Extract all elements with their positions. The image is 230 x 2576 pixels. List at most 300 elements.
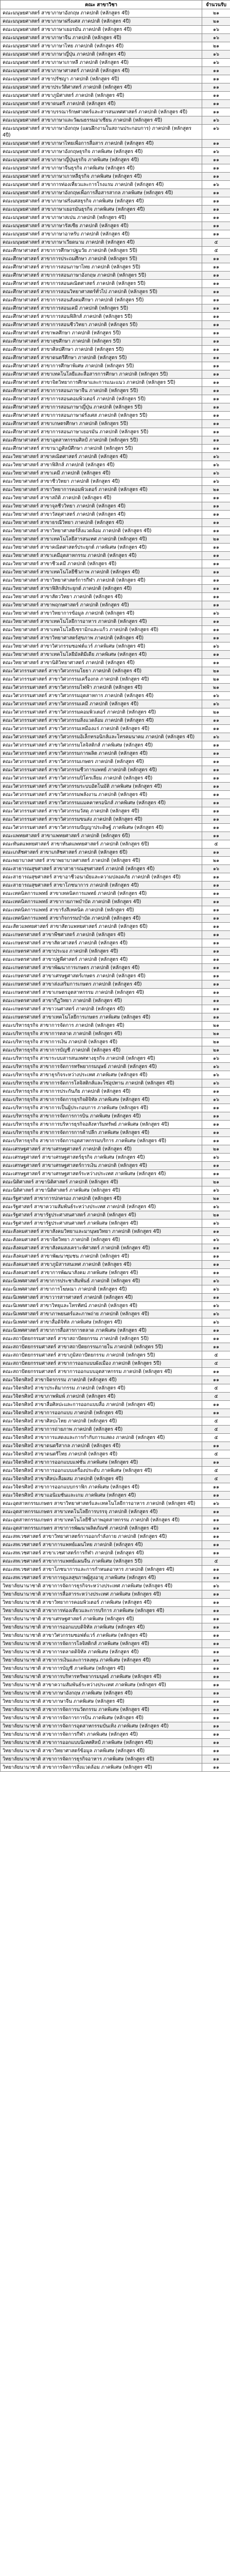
- table-row: [1, 1154, 230, 1162]
- table-row: [1, 1483, 230, 1492]
- faculty-major-cell: คณะสังคมศาสตร์ สาขาสังคมสงเคราะห์ศาสตร์ ภาคปกติ (หลักสูตร 4ปี): [1, 1244, 202, 1252]
- faculty-major-cell: คณะสหเวชศาสตร์ สาขาการดูแลสุขภาพผู้สูงอายุ ภาคพิเศษ (หลักสูตร 4ปี): [1, 1574, 202, 1582]
- quota-cell: ๕: [202, 1450, 230, 1459]
- quota-cell: ๑๑: [202, 972, 230, 980]
- quota-cell: ๑๑: [202, 1764, 230, 1772]
- quota-cell: ๒๑: [202, 1022, 230, 1030]
- quota-cell: ๑๑: [202, 544, 230, 552]
- column-header-quota: จำนวนรับ: [202, 1, 230, 9]
- table-row: [1, 849, 230, 857]
- table-row: [1, 1459, 230, 1467]
- faculty-major-cell: คณะเทคนิคการแพทย์ สาขากายภาพบำบัด ภาคปกติ (หลักสูตร 4ปี): [1, 898, 202, 906]
- quota-cell: ๑๑: [202, 766, 230, 774]
- quota-cell: ๑๑: [202, 379, 230, 387]
- quota-cell: ๑๑: [202, 1755, 230, 1764]
- faculty-major-cell: คณะสถาปัตยกรรมศาสตร์ สาขาสถาปัตยกรรมภายใน ภาคปกติ (หลักสูตร 5ปี): [1, 1343, 202, 1351]
- faculty-major-cell: คณะวิจิตรศิลป์ สาขาจิตรกรรม ภาคปกติ (หลักสูตร 4ปี): [1, 1376, 202, 1384]
- table-row: [1, 1384, 230, 1393]
- faculty-major-cell: คณะสาธารณสุขศาสตร์ สาขาสาธารณสุขศาสตร์ ภาคปกติ (หลักสูตร 4ปี): [1, 865, 202, 873]
- quota-cell: ๑๑: [202, 1599, 230, 1607]
- faculty-major-cell: คณะวิศวกรรมศาสตร์ สาขาวิศวกรรมพลังงาน ภาคปกติ (หลักสูตร 4ปี): [1, 791, 202, 799]
- faculty-major-cell: คณะรัฐศาสตร์ สาขารัฐประศาสนศาสตร์ ภาคพิเศษ (หลักสูตร 4ปี): [1, 1219, 202, 1228]
- faculty-major-cell: คณะวิจิตรศิลป์ สาขาประติมากรรม ภาคปกติ (หลักสูตร 4ปี): [1, 1384, 202, 1393]
- faculty-major-cell: คณะบริหารธุรกิจ สาขาระบบสารสนเทศทางธุรกิจ ภาคปกติ (หลักสูตร 4ปี): [1, 1055, 202, 1063]
- faculty-major-cell: คณะมนุษยศาสตร์ สาขาภาษาและวัฒนธรรมอาเซียน ภาคปกติ (หลักสูตร 4ปี): [1, 116, 202, 125]
- quota-cell: ๑๖: [202, 700, 230, 708]
- header-row: [1, 1, 230, 9]
- quota-cell: ๑๖: [202, 26, 230, 34]
- faculty-major-cell: คณะมนุษยศาสตร์ สาขาภาษาฝรั่งเศส ภาคปกติ (หลักสูตร 4ปี): [1, 18, 202, 26]
- faculty-major-cell: คณะศึกษาศาสตร์ สาขานาฏศิลป์ศึกษา ภาคปกติ (หลักสูตร 5ปี): [1, 445, 202, 453]
- faculty-major-cell: คณะวิทยาศาสตร์ สาขาเทคโนโลยีสารสนเทศ ภาคปกติ (หลักสูตร 4ปี): [1, 535, 202, 544]
- faculty-major-cell: คณะบริหารธุรกิจ สาขาการจัดการการค้าปลีก ภาคพิเศษ (หลักสูตร 4ปี): [1, 1129, 202, 1137]
- table-row: [1, 1549, 230, 1557]
- quota-cell: ๑๑: [202, 1252, 230, 1261]
- table-row: [1, 1706, 230, 1714]
- table-row: [1, 667, 230, 675]
- quota-cell: ๑๑: [202, 1640, 230, 1648]
- quota-cell: ๑๖: [202, 469, 230, 478]
- faculty-major-cell: คณะวิทยาศาสตร์ สาขาคณิตศาสตร์ ภาคปกติ (หลักสูตร 4ปี): [1, 453, 202, 461]
- table-row: [1, 108, 230, 116]
- quota-cell: ๑๑: [202, 964, 230, 972]
- faculty-major-cell: คณะอุตสาหกรรมเกษตร สาขาเทคโนโลยีการบรรจุ ภาคปกติ (หลักสูตร 4ปี): [1, 1508, 202, 1516]
- faculty-major-cell: คณะเกษตรศาสตร์ สาขาพืชศาสตร์ ภาคปกติ (หลักสูตร 4ปี): [1, 931, 202, 939]
- quota-cell: ๑๖: [202, 865, 230, 873]
- table-row: [1, 1178, 230, 1187]
- quota-cell: ๑๑: [202, 882, 230, 890]
- table-row: [1, 428, 230, 436]
- table-row: [1, 750, 230, 758]
- quota-cell: ๑๑: [202, 75, 230, 83]
- table-row: [1, 1038, 230, 1046]
- quota-cell: ๑๑: [202, 156, 230, 164]
- faculty-major-cell: คณะศึกษาศาสตร์ สาขาการสอนภาษาไทย ภาคปกติ (หลักสูตร 5ปี): [1, 263, 202, 272]
- quota-cell: ๑๑: [202, 412, 230, 420]
- faculty-major-cell: วิทยาลัยนานาชาติ สาขาการจัดการนวัตกรรม ภาคพิเศษ (หลักสูตร 4ปี): [1, 1706, 202, 1714]
- quota-cell: ๑๑: [202, 304, 230, 313]
- faculty-major-cell: คณะวิจิตรศิลป์ สาขาการออกแบบกราฟิก ภาคพิเศษ (หลักสูตร 4ปี): [1, 1483, 202, 1492]
- table-row: [1, 906, 230, 914]
- quota-cell: ๑๑: [202, 832, 230, 840]
- faculty-major-cell: คณะวิศวกรรมศาสตร์ สาขาวิศวกรรมโลจิสติกส์ ภาคพิเศษ (หลักสูตร 4ปี): [1, 741, 202, 750]
- table-row: [1, 1582, 230, 1590]
- quota-cell: ๕: [202, 1426, 230, 1434]
- quota-cell: ๑๑: [202, 420, 230, 428]
- table-row: [1, 774, 230, 783]
- quota-cell: ๑๑: [202, 1541, 230, 1549]
- table-row: [1, 609, 230, 618]
- table-row: [1, 337, 230, 346]
- table-row: [1, 59, 230, 67]
- table-row: [1, 939, 230, 947]
- quota-cell: ๑๑: [202, 1261, 230, 1269]
- faculty-major-cell: คณะวิทยาศาสตร์ สาขาวัสดุศาสตร์ ภาคปกติ (หลักสูตร 4ปี): [1, 511, 202, 519]
- quota-cell: ๑๑: [202, 1673, 230, 1681]
- faculty-major-cell: คณะวิจิตรศิลป์ สาขาศิลปะไทย ภาคปกติ (หลักสูตร 4ปี): [1, 1417, 202, 1426]
- quota-cell: ๑๑: [202, 577, 230, 585]
- quota-cell: ๑๖: [202, 181, 230, 189]
- quota-cell: ๑๑: [202, 1368, 230, 1376]
- table-row: [1, 1442, 230, 1450]
- quota-cell: ๑๑: [202, 445, 230, 453]
- faculty-major-cell: คณะวิทยาศาสตร์ สาขาวิศวกรรมซอฟต์แวร์ ภาคพิเศษ (หลักสูตร 4ปี): [1, 642, 202, 651]
- quota-cell: ๑๖: [202, 1203, 230, 1211]
- table-row: [1, 206, 230, 214]
- quota-cell: ๑๑: [202, 560, 230, 568]
- table-row: [1, 247, 230, 255]
- table-row: [1, 1005, 230, 1013]
- quota-cell: ๑๑: [202, 1549, 230, 1557]
- faculty-major-cell: คณะมนุษยศาสตร์ สาขาภาษาอาหรับ ภาคปกติ (หลักสูตร 4ปี): [1, 230, 202, 239]
- quota-cell: ๑๖: [202, 733, 230, 741]
- faculty-major-cell: คณะมนุษยศาสตร์ สาขาภาษาอังกฤษ (แผนฝึกงานในสถานประกอบการ) ภาคปกติ (หลักสูตร 4ปี): [1, 125, 202, 140]
- table-body: [1, 9, 230, 1772]
- quota-cell: ๑๑: [202, 1376, 230, 1384]
- table-row: [1, 1426, 230, 1434]
- table-row: [1, 758, 230, 766]
- table-row: [1, 593, 230, 601]
- quota-cell: ๑๑: [202, 288, 230, 296]
- faculty-major-cell: คณะแพทยศาสตร์ สาขาแพทยศาสตร์ ภาคปกติ (หลักสูตร 6ปี): [1, 832, 202, 840]
- table-row: [1, 733, 230, 741]
- faculty-major-cell: คณะศึกษาศาสตร์ สาขาศิลปศึกษา ภาคปกติ (หลักสูตร 5ปี): [1, 346, 202, 354]
- quota-cell: ๑๑: [202, 791, 230, 799]
- quota-cell: ๕: [202, 1351, 230, 1360]
- quota-cell: ๑๑: [202, 824, 230, 832]
- table-row: [1, 1508, 230, 1516]
- faculty-major-cell: วิทยาลัยนานาชาติ สาขาความสัมพันธ์ระหว่างประเทศ ภาคพิเศษ (หลักสูตร 4ปี): [1, 1681, 202, 1689]
- quota-cell: ๑๖: [202, 1063, 230, 1071]
- faculty-major-cell: คณะนิเทศศาสตร์ สาขาการโฆษณา ภาคปกติ (หลักสูตร 4ปี): [1, 1285, 202, 1294]
- faculty-major-cell: คณะเกษตรศาสตร์ สาขาประมง ภาคปกติ (หลักสูตร 4ปี): [1, 947, 202, 956]
- table-row: [1, 502, 230, 511]
- quota-cell: ๑๑: [202, 296, 230, 304]
- table-row: [1, 1071, 230, 1079]
- quota-cell: ๑๑: [202, 783, 230, 791]
- faculty-major-cell: คณะเทคนิคการแพทย์ สาขาเทคนิคการแพทย์ ภาคปกติ (หลักสูตร 4ปี): [1, 890, 202, 898]
- quota-cell: ๑๑: [202, 1483, 230, 1492]
- table-row: [1, 783, 230, 791]
- faculty-major-cell: คณะวิจิตรศิลป์ สาขาภาพพิมพ์ ภาคปกติ (หลักสูตร 4ปี): [1, 1393, 202, 1401]
- quota-cell: ๑๑: [202, 1731, 230, 1739]
- quota-cell: ๕: [202, 1360, 230, 1368]
- table-row: [1, 1739, 230, 1747]
- quota-cell: ๑๑: [202, 173, 230, 181]
- quota-cell: ๒๑: [202, 1030, 230, 1038]
- quota-cell: ๑๑: [202, 362, 230, 370]
- quota-cell: ๑๑: [202, 527, 230, 535]
- quota-cell: ๑๑: [202, 1137, 230, 1145]
- quota-cell: ๑๑: [202, 1492, 230, 1500]
- quota-cell: ๑๑: [202, 280, 230, 288]
- faculty-major-cell: คณะวิจิตรศิลป์ สาขาดนตรีไทย ภาคปกติ (หลักสูตร 4ปี): [1, 1450, 202, 1459]
- table-row: [1, 189, 230, 197]
- faculty-major-cell: คณะวิจิตรศิลป์ สาขาการออกแบบเครื่องประดับ ภาคพิเศษ (หลักสูตร 4ปี): [1, 1467, 202, 1475]
- faculty-major-cell: คณะวิทยาศาสตร์ สาขาเคมีอุตสาหกรรม ภาคปกติ (หลักสูตร 4ปี): [1, 552, 202, 560]
- table-row: [1, 857, 230, 865]
- quota-cell: ๑๑: [202, 189, 230, 197]
- faculty-major-cell: คณะศึกษาศาสตร์ สาขาการสอนภาษาจีน ภาคปกติ (หลักสูตร 5ปี): [1, 387, 202, 395]
- faculty-major-cell: คณะสังคมศาสตร์ สาขาจิตวิทยา ภาคปกติ (หลักสูตร 4ปี): [1, 1236, 202, 1244]
- faculty-major-cell: วิทยาลัยนานาชาติ สาขาการจัดการสิ่งแวดล้อม ภาคพิเศษ (หลักสูตร 4ปี): [1, 1764, 202, 1772]
- table-row: [1, 692, 230, 700]
- quota-cell: ๑๑: [202, 593, 230, 601]
- table-row: [1, 1022, 230, 1030]
- table-row: [1, 1121, 230, 1129]
- faculty-major-cell: คณะสังคมศาสตร์ สาขาการพัฒนาสังคม ภาคพิเศษ (หลักสูตร 4ปี): [1, 1269, 202, 1277]
- faculty-major-cell: คณะนิเทศศาสตร์ สาขาสื่อดิจิทัล ภาคพิเศษ (หลักสูตร 4ปี): [1, 1318, 202, 1327]
- table-row: [1, 1079, 230, 1088]
- faculty-major-cell: วิทยาลัยนานาชาติ สาขาการจัดการกีฬา ภาคพิเศษ (หลักสูตร 4ปี): [1, 1731, 202, 1739]
- table-row: [1, 403, 230, 412]
- table-row: [1, 329, 230, 337]
- table-row: [1, 1533, 230, 1541]
- table-row: [1, 362, 230, 370]
- table-row: [1, 1187, 230, 1195]
- quota-cell: ๒๑: [202, 684, 230, 692]
- table-row: [1, 321, 230, 329]
- table-row: [1, 1318, 230, 1327]
- table-row: [1, 67, 230, 75]
- quota-cell: ๑๑: [202, 1739, 230, 1747]
- faculty-major-cell: วิทยาลัยนานาชาติ สาขาภาษาอังกฤษ ภาคพิเศษ (หลักสูตร 4ปี): [1, 1689, 202, 1698]
- table-row: [1, 1277, 230, 1285]
- faculty-major-cell: คณะพยาบาลศาสตร์ สาขาพยาบาลศาสตร์ ภาคปกติ (หลักสูตร 4ปี): [1, 857, 202, 865]
- quota-cell: ๑๑: [202, 83, 230, 92]
- quota-cell: ๑๑: [202, 1681, 230, 1689]
- faculty-major-cell: คณะศึกษาศาสตร์ สาขาเกษตรศึกษา ภาคปกติ (หลักสูตร 5ปี): [1, 420, 202, 428]
- quota-cell: ๕: [202, 1467, 230, 1475]
- faculty-major-cell: คณะศึกษาศาสตร์ สาขาการสอนวิทยาศาสตร์ทั่วไป ภาคปกติ (หลักสูตร 5ปี): [1, 288, 202, 296]
- table-row: [1, 799, 230, 807]
- faculty-major-cell: วิทยาลัยนานาชาติ สาขาการท่องเที่ยวและการบริการ ภาคพิเศษ (หลักสูตร 4ปี): [1, 1607, 202, 1615]
- quota-cell: ๑๑: [202, 1104, 230, 1112]
- quota-cell: ๑๑: [202, 807, 230, 816]
- quota-cell: ๑๑: [202, 222, 230, 230]
- table-row: [1, 824, 230, 832]
- table-row: [1, 882, 230, 890]
- table-row: [1, 700, 230, 708]
- quota-cell: ๑๑: [202, 403, 230, 412]
- faculty-major-cell: วิทยาลัยนานาชาติ สาขาการจัดการธุรกิจระหว่างประเทศ ภาคพิเศษ (หลักสูตร 4ปี): [1, 1582, 202, 1590]
- faculty-major-cell: คณะวิศวกรรมศาสตร์ สาขาวิศวกรรมเกษตร ภาคปกติ (หลักสูตร 4ปี): [1, 758, 202, 766]
- faculty-major-cell: คณะสถาปัตยกรรมศาสตร์ สาขาสถาปัตยกรรม ภาคปกติ (หลักสูตร 5ปี): [1, 1335, 202, 1343]
- faculty-major-cell: คณะวิศวกรรมศาสตร์ สาขาวิศวกรรมแมคคาทรอนิกส์ ภาคพิเศษ (หลักสูตร 4ปี): [1, 799, 202, 807]
- quota-cell: ๑๑: [202, 914, 230, 923]
- quota-cell: ๑๑: [202, 923, 230, 931]
- faculty-major-cell: คณะวิทยาศาสตร์ สาขาวิทยาศาสตร์สุขภาพ ภาคปกติ (หลักสูตร 4ปี): [1, 634, 202, 642]
- table-row: [1, 1376, 230, 1384]
- faculty-major-cell: คณะเทคนิคการแพทย์ สาขากิจกรรมบำบัด ภาคปกติ (หลักสูตร 4ปี): [1, 914, 202, 923]
- table-row: [1, 478, 230, 486]
- table-row: [1, 535, 230, 544]
- faculty-major-cell: คณะวิศวกรรมศาสตร์ สาขาวิศวกรรมเคมี ภาคปกติ (หลักสูตร 4ปี): [1, 700, 202, 708]
- quota-cell: ๑๑: [202, 898, 230, 906]
- quota-cell: ๑๑: [202, 1607, 230, 1615]
- table-header: [1, 1, 230, 9]
- quota-cell: ๑๑: [202, 321, 230, 329]
- table-row: [1, 931, 230, 939]
- faculty-major-cell: คณะวิศวกรรมศาสตร์ สาขาวิศวกรรมการผลิต ภาคปกติ (หลักสูตร 4ปี): [1, 750, 202, 758]
- table-row: [1, 1640, 230, 1648]
- table-row: [1, 675, 230, 684]
- table-row: [1, 1632, 230, 1640]
- faculty-major-cell: คณะบริหารธุรกิจ สาขาการบริหารธุรกิจอสังหาริมทรัพย์ ภาคพิเศษ (หลักสูตร 4ปี): [1, 1121, 202, 1129]
- quota-cell: ๑๑: [202, 387, 230, 395]
- faculty-major-cell: คณะสัตวแพทยศาสตร์ สาขาสัตวแพทยศาสตร์ ภาคปกติ (หลักสูตร 6ปี): [1, 923, 202, 931]
- table-row: [1, 288, 230, 296]
- faculty-major-cell: คณะเศรษฐศาสตร์ สาขาเศรษฐศาสตร์ธุรกิจ ภาคพิเศษ (หลักสูตร 4ปี): [1, 1154, 202, 1162]
- faculty-major-cell: คณะมนุษยศาสตร์ สาขาภาษาจีนธุรกิจ ภาคพิเศษ (หลักสูตร 4ปี): [1, 164, 202, 173]
- faculty-major-cell: คณะมนุษยศาสตร์ สาขาภาษาเวียดนาม ภาคปกติ (หลักสูตร 4ปี): [1, 239, 202, 247]
- faculty-major-cell: คณะศึกษาศาสตร์ สาขาการสอนคอมพิวเตอร์ ภาคปกติ (หลักสูตร 5ปี): [1, 395, 202, 403]
- quota-cell: ๑๑: [202, 313, 230, 321]
- quota-cell: ๑๑: [202, 1401, 230, 1409]
- quota-cell: ๑๑: [202, 1524, 230, 1533]
- table-row: [1, 914, 230, 923]
- table-row: [1, 980, 230, 989]
- faculty-major-cell: วิทยาลัยนานาชาติ สาขาการสื่อสารระหว่างประเทศ ภาคพิเศษ (หลักสูตร 4ปี): [1, 1590, 202, 1599]
- quota-cell: ๑๑: [202, 1714, 230, 1722]
- faculty-major-cell: คณะเกษตรศาสตร์ สาขาส่งเสริมการเกษตร ภาคปกติ (หลักสูตร 4ปี): [1, 980, 202, 989]
- table-row: [1, 840, 230, 849]
- faculty-major-cell: คณะบริหารธุรกิจ สาขาการเป็นผู้ประกอบการ ภาคพิเศษ (หลักสูตร 4ปี): [1, 1104, 202, 1112]
- faculty-major-cell: คณะวิทยาศาสตร์ สาขาจุลชีววิทยา ภาคปกติ (หลักสูตร 4ปี): [1, 502, 202, 511]
- quota-cell: ๑๑: [202, 263, 230, 272]
- quota-cell: ๑๑: [202, 255, 230, 263]
- table-row: [1, 1656, 230, 1665]
- table-row: [1, 1137, 230, 1145]
- quota-cell: ๑๑: [202, 1648, 230, 1656]
- table-row: [1, 239, 230, 247]
- quota-cell: ๑๖: [202, 478, 230, 486]
- quota-cell: ๑๑: [202, 890, 230, 898]
- table-row: [1, 816, 230, 824]
- table-row: [1, 873, 230, 882]
- quota-cell: ๕: [202, 1384, 230, 1393]
- table-row: [1, 964, 230, 972]
- table-row: [1, 651, 230, 659]
- faculty-major-cell: คณะศึกษาศาสตร์ สาขาการสอนคณิตศาสตร์ ภาคปกติ (หลักสูตร 5ปี): [1, 280, 202, 288]
- quota-cell: ๑๑: [202, 1269, 230, 1277]
- table-row: [1, 1269, 230, 1277]
- table-row: [1, 544, 230, 552]
- table-row: [1, 461, 230, 469]
- faculty-major-cell: คณะมนุษยศาสตร์ สาขาภูมิศาสตร์ ภาคปกติ (หลักสูตร 4ปี): [1, 92, 202, 100]
- quota-cell: ๑๑: [202, 1747, 230, 1755]
- quota-cell: ๑๑: [202, 980, 230, 989]
- table-row: [1, 577, 230, 585]
- faculty-major-cell: คณะวิทยาศาสตร์ สาขาเทคโนโลยีชีวภาพ ภาคปกติ (หลักสูตร 4ปี): [1, 568, 202, 577]
- quota-cell: ๒๑: [202, 675, 230, 684]
- faculty-major-cell: คณะนิเทศศาสตร์ สาขาวิทยุและโทรทัศน์ ภาคปกติ (หลักสูตร 4ปี): [1, 1302, 202, 1310]
- quota-cell: ๑๑: [202, 428, 230, 436]
- table-row: [1, 1112, 230, 1121]
- quota-cell: ๑๖: [202, 1096, 230, 1104]
- quota-cell: ๑๑: [202, 1508, 230, 1516]
- table-row: [1, 42, 230, 50]
- table-row: [1, 560, 230, 568]
- table-row: [1, 1302, 230, 1310]
- quota-cell: ๑๑: [202, 511, 230, 519]
- table-row: [1, 1252, 230, 1261]
- faculty-major-cell: คณะวิศวกรรมศาสตร์ สาขาวิศวกรรมเครื่องกล ภาคปกติ (หลักสูตร 4ปี): [1, 675, 202, 684]
- faculty-major-cell: คณะมนุษยศาสตร์ สาขาภาษารัสเซีย ภาคปกติ (หลักสูตร 4ปี): [1, 222, 202, 230]
- faculty-major-cell: คณะวิศวกรรมศาสตร์ สาขาวิศวกรรมสิ่งแวดล้อม ภาคปกติ (หลักสูตร 4ปี): [1, 717, 202, 725]
- faculty-major-cell: คณะศึกษาศาสตร์ สาขาอุตสาหกรรมศิลป์ ภาคปกติ (หลักสูตร 5ปี): [1, 436, 202, 445]
- faculty-major-cell: วิทยาลัยนานาชาติ สาขาการจัดการโลจิสติกส์ ภาคพิเศษ (หลักสูตร 4ปี): [1, 1640, 202, 1648]
- quota-cell: ๑๑: [202, 1170, 230, 1178]
- table-row: [1, 1096, 230, 1104]
- quota-cell: ๑๑: [202, 1459, 230, 1467]
- table-row: [1, 1219, 230, 1228]
- quota-cell: ๑๖: [202, 1154, 230, 1162]
- quota-cell: ๑๑: [202, 725, 230, 733]
- quota-cell: ๑๑: [202, 1327, 230, 1335]
- faculty-major-cell: คณะวิศวกรรมศาสตร์ สาขาวิศวกรรมอุตสาหการ ภาคปกติ (หลักสูตร 4ปี): [1, 692, 202, 700]
- quota-cell: ๑๑: [202, 758, 230, 766]
- faculty-major-cell: คณะวิศวกรรมศาสตร์ สาขาวิศวกรรมไฟฟ้า ภาคปกติ (หลักสูตร 4ปี): [1, 684, 202, 692]
- faculty-major-cell: คณะมนุษยศาสตร์ สาขาภาษาเกาหลี ภาคปกติ (หลักสูตร 4ปี): [1, 59, 202, 67]
- quota-cell: ๑๑: [202, 1409, 230, 1417]
- faculty-major-cell: คณะทันตแพทยศาสตร์ สาขาทันตแพทยศาสตร์ ภาคปกติ (หลักสูตร 6ปี): [1, 840, 202, 849]
- quota-cell: ๒๑: [202, 18, 230, 26]
- faculty-major-cell: คณะสหเวชศาสตร์ สาขาโภชนาการและการกำหนดอาหาร ภาคปกติ (หลักสูตร 4ปี): [1, 1566, 202, 1574]
- table-row: [1, 1623, 230, 1632]
- quota-cell: ๑๖: [202, 609, 230, 618]
- quota-cell: ๑๖: [202, 148, 230, 156]
- quota-cell: ๑๑: [202, 1013, 230, 1022]
- faculty-major-cell: คณะสังคมศาสตร์ สาขาภูมิสารสนเทศ ภาคปกติ (หลักสูตร 4ปี): [1, 1261, 202, 1269]
- table-row: [1, 1599, 230, 1607]
- table-row: [1, 890, 230, 898]
- faculty-major-cell: คณะสังคมศาสตร์ สาขาพัฒนาชุมชน ภาคปกติ (หลักสูตร 4ปี): [1, 1252, 202, 1261]
- table-row: [1, 75, 230, 83]
- faculty-major-cell: คณะวิศวกรรมศาสตร์ สาขาวิศวกรรมระบบอัตโนมัติ ภาคพิเศษ (หลักสูตร 4ปี): [1, 783, 202, 791]
- faculty-major-cell: คณะวิทยาศาสตร์ สาขานิติวิทยาศาสตร์ ภาคปกติ (หลักสูตร 4ปี): [1, 659, 202, 667]
- table-row: [1, 1607, 230, 1615]
- quota-cell: ๑๖: [202, 116, 230, 125]
- table-row: [1, 1557, 230, 1566]
- faculty-major-cell: คณะเศรษฐศาสตร์ สาขาเศรษฐศาสตร์ระหว่างประเทศ ภาคพิเศษ (หลักสูตร 4ปี): [1, 1170, 202, 1178]
- table-row: [1, 1541, 230, 1549]
- quota-cell: ๒๑: [202, 667, 230, 675]
- quota-cell: ๑๑: [202, 816, 230, 824]
- quota-cell: ๑๑: [202, 1228, 230, 1236]
- table-row: [1, 263, 230, 272]
- quota-cell: ๑๖: [202, 34, 230, 42]
- faculty-major-cell: คณะศึกษาศาสตร์ สาขาการสอนภาษาฝรั่งเศส ภาคปกติ (หลักสูตร 5ปี): [1, 412, 202, 420]
- faculty-major-cell: คณะวิศวกรรมศาสตร์ สาขาวิศวกรรมขนส่ง ภาคปกติ (หลักสูตร 4ปี): [1, 816, 202, 824]
- table-row: [1, 1475, 230, 1483]
- faculty-major-cell: คณะเกษตรศาสตร์ สาขาปฐพีศาสตร์ ภาคปกติ (หลักสูตร 4ปี): [1, 956, 202, 964]
- table-row: [1, 956, 230, 964]
- quota-cell: ๑๑: [202, 939, 230, 947]
- quota-cell: ๒๑: [202, 1145, 230, 1154]
- faculty-major-cell: คณะมนุษยศาสตร์ สาขาภาษาไทย ภาคปกติ (หลักสูตร 4ปี): [1, 42, 202, 50]
- faculty-major-cell: คณะรัฐศาสตร์ สาขาการปกครอง ภาคปกติ (หลักสูตร 4ปี): [1, 1195, 202, 1203]
- table-row: [1, 83, 230, 92]
- faculty-major-cell: วิทยาลัยนานาชาติ สาขาการจัดการอุตสาหกรรมบันเทิง ภาคพิเศษ (หลักสูตร 4ปี): [1, 1722, 202, 1731]
- quota-cell: ๑๑: [202, 1656, 230, 1665]
- quota-cell: ๑๑: [202, 370, 230, 379]
- quota-cell: ๑๑: [202, 502, 230, 511]
- table-row: [1, 708, 230, 717]
- faculty-major-cell: คณะมนุษยศาสตร์ สาขาภาษาญี่ปุ่น ภาคปกติ (หลักสูตร 4ปี): [1, 50, 202, 59]
- table-row: [1, 1615, 230, 1623]
- table-row: [1, 1162, 230, 1170]
